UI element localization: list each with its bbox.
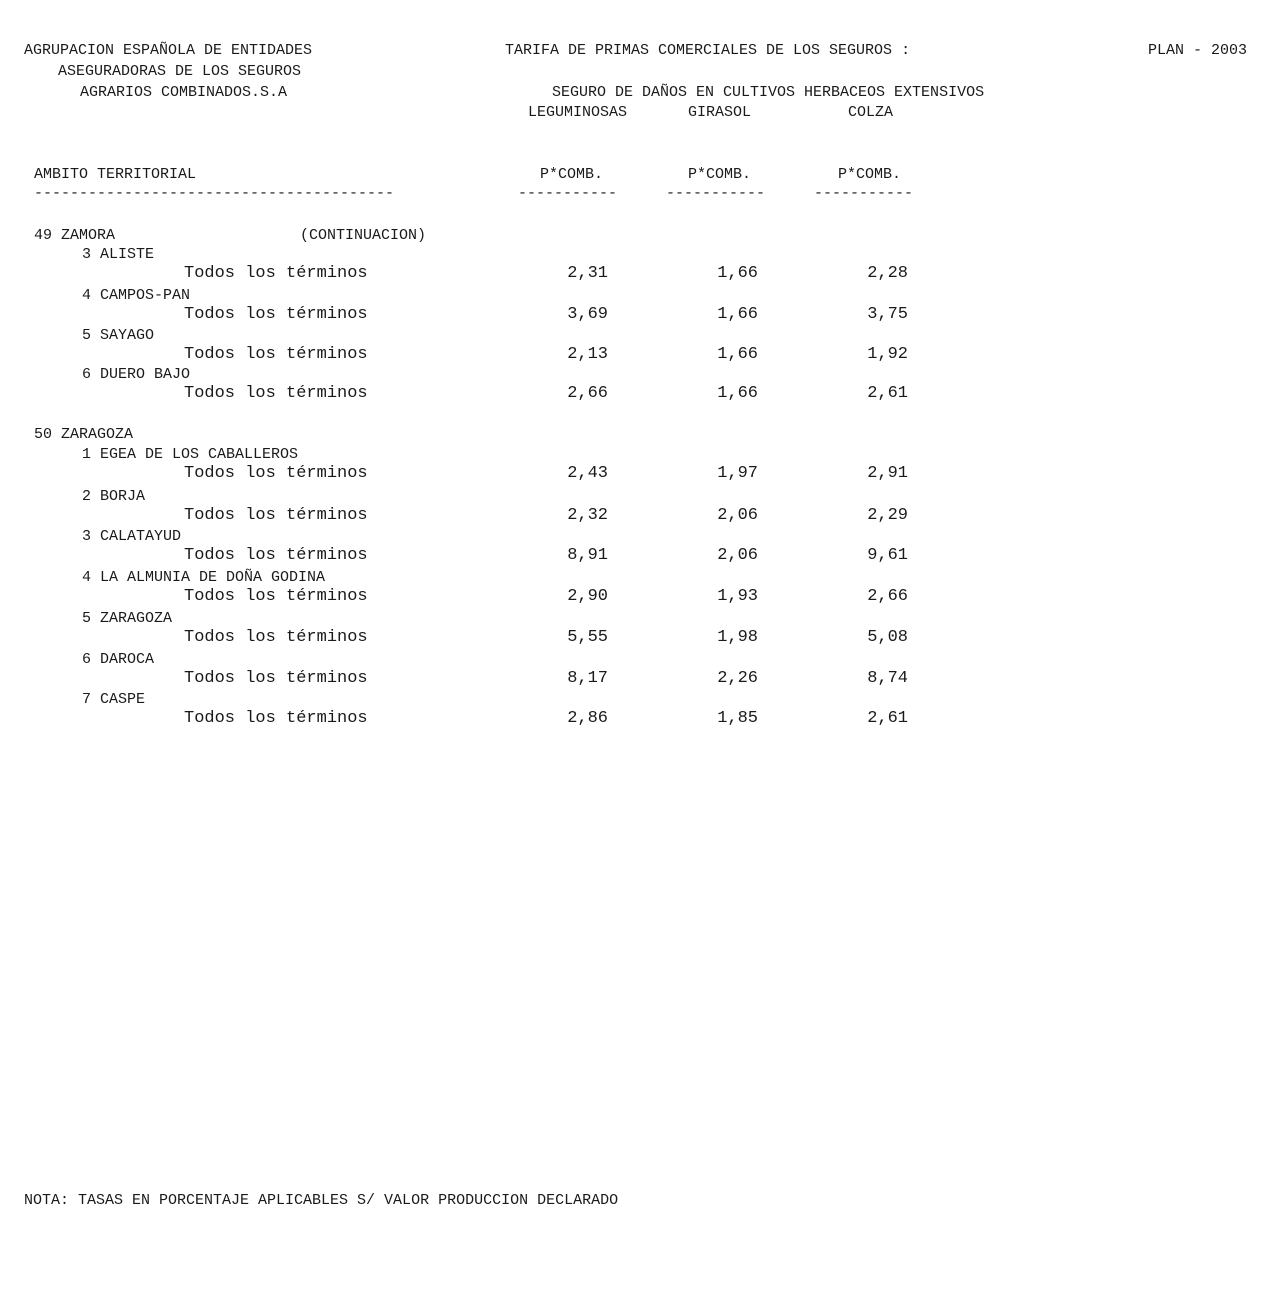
value-leguminosas: 2,43 [567, 464, 608, 483]
comarca-terms: Todos los términos [184, 305, 368, 324]
value-leguminosas: 5,55 [567, 628, 608, 647]
value-colza: 8,74 [867, 669, 908, 688]
value-girasol: 1,66 [717, 264, 758, 283]
comarca-name: 6 DUERO BAJO [82, 366, 191, 383]
value-leguminosas: 2,86 [567, 709, 608, 728]
comarca-name: 3 ALISTE [82, 246, 155, 263]
comarca-terms: Todos los términos [184, 506, 368, 525]
value-leguminosas: 2,90 [567, 587, 608, 606]
value-colza: 2,66 [867, 587, 908, 606]
column-crop-colza: COLZA [848, 104, 894, 121]
separator-col2: ----------- [666, 185, 766, 202]
value-leguminosas: 3,69 [567, 305, 608, 324]
value-colza: 2,29 [867, 506, 908, 525]
province-name: 49 ZAMORA [34, 227, 116, 244]
value-leguminosas: 8,17 [567, 669, 608, 688]
pcomb-header-3: P*COMB. [838, 166, 902, 183]
comarca-terms: Todos los términos [184, 464, 368, 483]
value-leguminosas: 2,66 [567, 384, 608, 403]
ambito-territorial-header: AMBITO TERRITORIAL [34, 166, 197, 183]
insurance-type: SEGURO DE DAÑOS EN CULTIVOS HERBACEOS EXTENSIVOS [552, 84, 985, 101]
comarca-terms: Todos los términos [184, 709, 368, 728]
footer-note: NOTA: TASAS EN PORCENTAJE APLICABLES S/ VALOR PRODUCCION DECLARADO [24, 1192, 619, 1209]
value-girasol: 1,85 [717, 709, 758, 728]
separator-col1: ----------- [518, 185, 618, 202]
value-colza: 3,75 [867, 305, 908, 324]
separator-col3: ----------- [814, 185, 914, 202]
value-girasol: 1,93 [717, 587, 758, 606]
comarca-name: 5 ZARAGOZA [82, 610, 173, 627]
org-name-line1: AGRUPACION ESPAÑOLA DE ENTIDADES [24, 42, 313, 59]
org-name-line3: AGRARIOS COMBINADOS.S.A [80, 84, 288, 101]
comarca-name: 6 DAROCA [82, 651, 155, 668]
comarca-name: 4 LA ALMUNIA DE DOÑA GODINA [82, 569, 326, 586]
comarca-terms: Todos los términos [184, 546, 368, 565]
comarca-name: 2 BORJA [82, 488, 146, 505]
value-girasol: 1,98 [717, 628, 758, 647]
value-girasol: 1,66 [717, 384, 758, 403]
value-leguminosas: 2,13 [567, 345, 608, 364]
value-colza: 5,08 [867, 628, 908, 647]
comarca-terms: Todos los términos [184, 345, 368, 364]
column-crop-leguminosas: LEGUMINOSAS [528, 104, 628, 121]
comarca-name: 7 CASPE [82, 691, 146, 708]
org-name-line2: ASEGURADORAS DE LOS SEGUROS [58, 63, 302, 80]
value-leguminosas: 2,31 [567, 264, 608, 283]
value-leguminosas: 8,91 [567, 546, 608, 565]
comarca-name: 3 CALATAYUD [82, 528, 182, 545]
value-girasol: 1,66 [717, 305, 758, 324]
value-colza: 1,92 [867, 345, 908, 364]
comarca-terms: Todos los términos [184, 669, 368, 688]
comarca-terms: Todos los términos [184, 264, 368, 283]
value-girasol: 2,06 [717, 546, 758, 565]
pcomb-header-1: P*COMB. [540, 166, 604, 183]
value-girasol: 1,66 [717, 345, 758, 364]
tariff-title: TARIFA DE PRIMAS COMERCIALES DE LOS SEGUROS : [505, 42, 911, 59]
value-colza: 2,61 [867, 709, 908, 728]
comarca-name: 1 EGEA DE LOS CABALLEROS [82, 446, 299, 463]
value-girasol: 2,26 [717, 669, 758, 688]
comarca-terms: Todos los términos [184, 587, 368, 606]
comarca-terms: Todos los términos [184, 628, 368, 647]
plan-label: PLAN - 2003 [1148, 42, 1248, 59]
comarca-name: 4 CAMPOS-PAN [82, 287, 191, 304]
comarca-name: 5 SAYAGO [82, 327, 155, 344]
separator-ambito: ---------------------------------------- [34, 185, 395, 202]
province-name: 50 ZARAGOZA [34, 426, 134, 443]
value-colza: 2,28 [867, 264, 908, 283]
pcomb-header-2: P*COMB. [688, 166, 752, 183]
value-girasol: 1,97 [717, 464, 758, 483]
value-colza: 9,61 [867, 546, 908, 565]
value-colza: 2,91 [867, 464, 908, 483]
value-colza: 2,61 [867, 384, 908, 403]
column-crop-girasol: GIRASOL [688, 104, 752, 121]
value-leguminosas: 2,32 [567, 506, 608, 525]
province-note: (CONTINUACION) [300, 227, 427, 244]
comarca-terms: Todos los términos [184, 384, 368, 403]
value-girasol: 2,06 [717, 506, 758, 525]
